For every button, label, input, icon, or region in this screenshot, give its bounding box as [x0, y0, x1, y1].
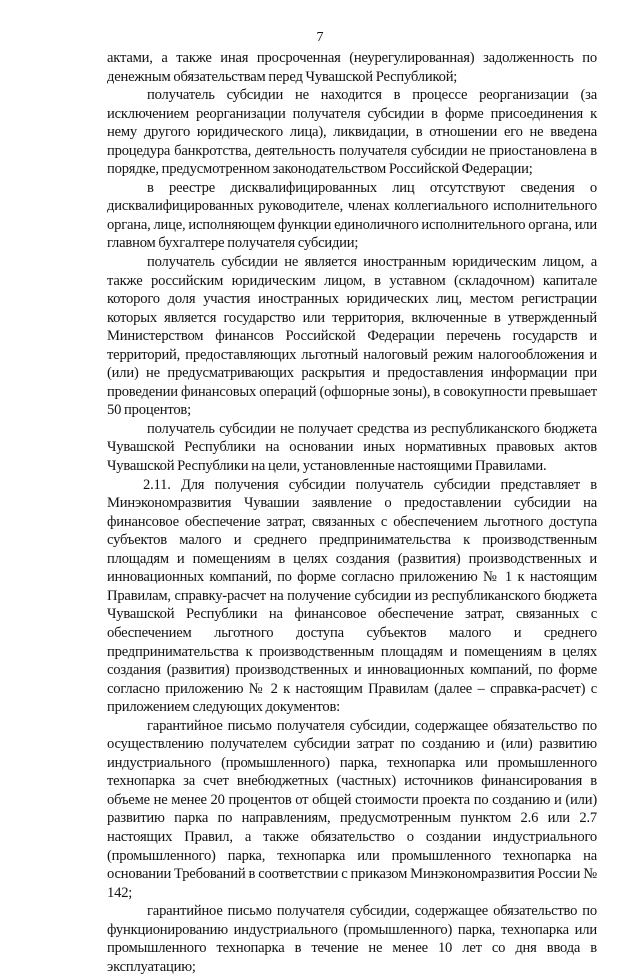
- paragraph-debt-continuation: актами, а также иная просроченная (неурегулированная) задолженность по денежным обязательствам перед Чувашской Республикой;: [107, 50, 597, 85]
- paragraph-guarantee-letter-costs: гарантийное письмо получателя субсидии, содержащее обязательство по осуществлению получателем субсидии затрат по созданию и (или) развитию индустриального (промышленного) парка, технопарка или промышленного технопарка за счет внебюджетных (частных) источников финансирования в объеме не менее 20 процентов от общей стоимости проекта по созданию и (или) развитию парка по направлениям, предусмотренным пунктом 2.6 или 2.7 настоящих Правил, а также обязательство о создании индустриального (промышленного) парка, технопарка или промышленного технопарка на основании Требований в соответствии с приказом Минэкономразвития России № 142;: [107, 717, 597, 901]
- paragraph-disqualified-persons: в реестре дисквалифицированных лиц отсутствуют сведения о дисквалифицированных руководителе, членах коллегиального исполнительного органа, лице, исполняющем функции единоличного исполнительного органа, или главном бухгалтере получателя субсидии;: [107, 179, 597, 252]
- page-number: 7: [316, 30, 324, 45]
- paragraph-no-reorganization: получатель субсидии не находится в процессе реорганизации (за исключением реорганизации получателя субсидии в форме присоединения к нему другого юридического лица), ликвидации, в отношении его не введена процедура банкротства, деятельность получателя субсидии не приостановлена в порядке, предусмотренном законодательством Российской Федерации;: [107, 87, 597, 178]
- paragraph-no-other-funds: получатель субсидии не получает средства из республиканского бюджета Чувашской Республики на основании иных нормативных правовых актов Чувашской Республики на цели, установленные настоящими Правилами.: [107, 420, 597, 475]
- paragraph-not-foreign-entity: получатель субсидии не является иностранным юридическим лицом, а также российским юридическим лицом, в уставном (складочном) капитале которого доля участия иностранных юридических лиц, местом регистрации которых является государство или территория, включенные в утвержденный Министерством финансов Российской Федерации перечень государств и территорий, предоставляющих льготный налоговый режим налогообложения и (или) не предусматривающих раскрытия и предоставления информации при проведении финансовых операций (офшорные зоны), в совокупности превышает 50 процентов;: [107, 254, 597, 419]
- document-body: [107, 49, 597, 976]
- paragraph-2-11-application: 2.11. Для получения субсидии получатель субсидии представляет в Минэкономразвития Чувашии заявление о предоставлении субсидии на финансовое обеспечение затрат, связанных с обеспечением льготного доступа субъектов малого и среднего предпринимательства к производственным площадям и помещениям в целях создания (развития) производственных и инновационных компаний, по форме согласно приложению № 1 к настоящим Правилам, справку-расчет на получение субсидии из республиканского бюджета Чувашской Республики на финансовое обеспечение затрат, связанных с обеспечением льготного доступа субъектов малого и среднего предпринимательства к производственным площадям и помещениям в целях создания (развития) производственных и инновационных компаний, по форме согласно приложению № 2 к настоящим Правилам (далее – справка-расчет) с приложением следующих документов:: [107, 476, 597, 716]
- paragraph-guarantee-letter-operation: гарантийное письмо получателя субсидии, содержащее обязательство по функционированию индустриального (промышленного) парка, технопарка или промышленного технопарка в течение не менее 10 лет со дня ввода в эксплуатацию;: [107, 903, 597, 975]
